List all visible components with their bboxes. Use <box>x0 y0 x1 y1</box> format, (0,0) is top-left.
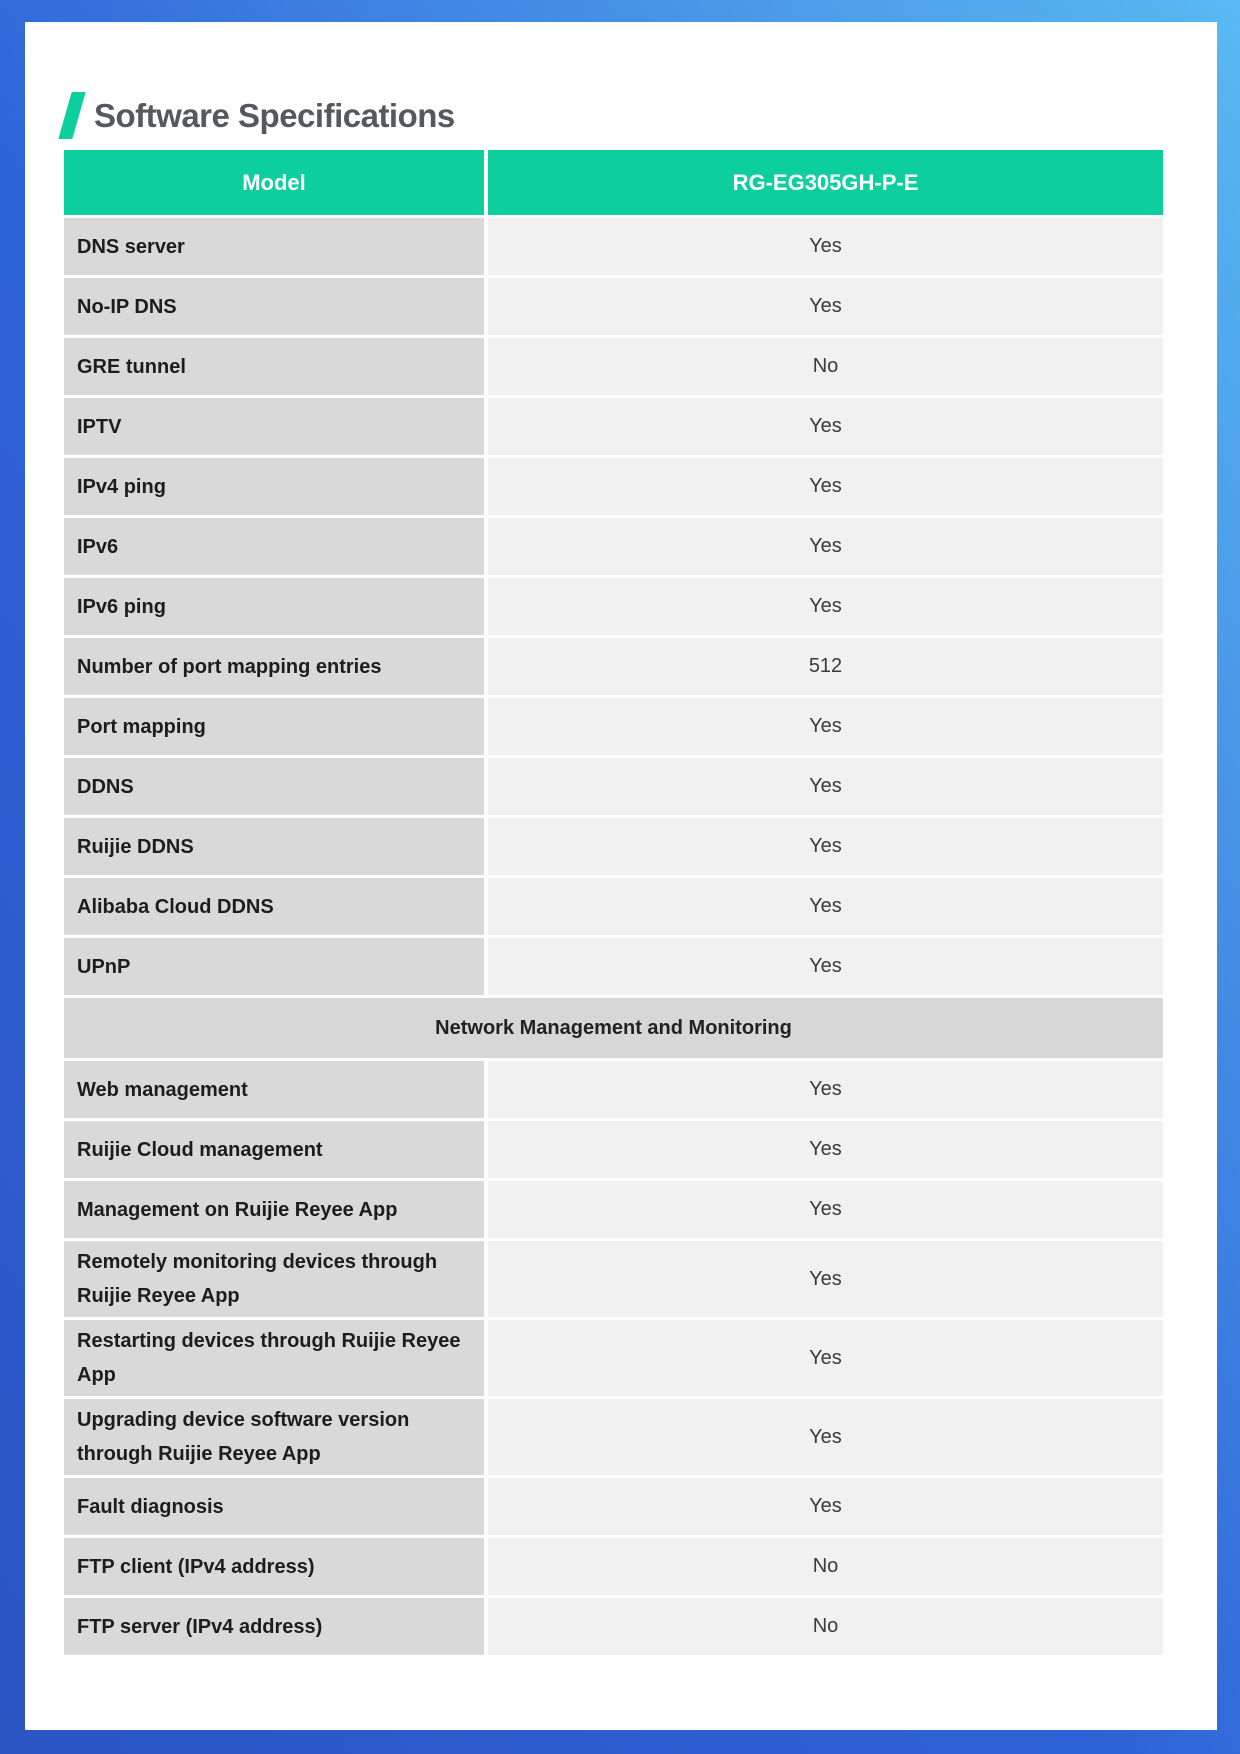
row-label: IPv6 ping <box>64 578 484 635</box>
row-label: UPnP <box>64 938 484 995</box>
row-value: No <box>488 338 1163 395</box>
table-header-device: RG-EG305GH-P-E <box>488 150 1163 215</box>
row-label: Restarting devices through Ruijie Reyee App <box>64 1320 484 1396</box>
section-header: Network Management and Monitoring <box>64 998 1163 1058</box>
row-label: Alibaba Cloud DDNS <box>64 878 484 935</box>
row-label: GRE tunnel <box>64 338 484 395</box>
row-label: IPTV <box>64 398 484 455</box>
page-title: Software Specifications <box>94 96 455 134</box>
row-label: Remotely monitoring devices through Ruijie Reyee App <box>64 1241 484 1317</box>
row-value: Yes <box>488 1181 1163 1238</box>
row-value: Yes <box>488 458 1163 515</box>
row-value: Yes <box>488 398 1163 455</box>
page <box>25 22 1217 1730</box>
row-value: Yes <box>488 698 1163 755</box>
row-value: Yes <box>488 758 1163 815</box>
row-label: FTP client (IPv4 address) <box>64 1538 484 1595</box>
row-value: Yes <box>488 1399 1163 1475</box>
row-value: Yes <box>488 1241 1163 1317</box>
row-value: Yes <box>488 278 1163 335</box>
row-value: Yes <box>488 938 1163 995</box>
row-value: Yes <box>488 1478 1163 1535</box>
table-header-model: Model <box>64 150 484 215</box>
row-label: DNS server <box>64 218 484 275</box>
row-value: Yes <box>488 818 1163 875</box>
row-label: Web management <box>64 1061 484 1118</box>
row-value: Yes <box>488 1121 1163 1178</box>
row-label: Fault diagnosis <box>64 1478 484 1535</box>
row-label: Upgrading device software version through Ruijie Reyee App <box>64 1399 484 1475</box>
row-value: 512 <box>488 638 1163 695</box>
slash-icon <box>58 92 85 139</box>
row-label: IPv4 ping <box>64 458 484 515</box>
row-value: Yes <box>488 218 1163 275</box>
row-label: Number of port mapping entries <box>64 638 484 695</box>
spec-table <box>64 150 1163 1655</box>
row-label: Ruijie Cloud management <box>64 1121 484 1178</box>
row-value: No <box>488 1598 1163 1655</box>
row-label: DDNS <box>64 758 484 815</box>
section-title <box>65 92 455 139</box>
row-value: No <box>488 1538 1163 1595</box>
row-label: Port mapping <box>64 698 484 755</box>
row-value: Yes <box>488 878 1163 935</box>
row-label: Ruijie DDNS <box>64 818 484 875</box>
row-value: Yes <box>488 518 1163 575</box>
row-label: FTP server (IPv4 address) <box>64 1598 484 1655</box>
row-label: IPv6 <box>64 518 484 575</box>
row-value: Yes <box>488 578 1163 635</box>
row-value: Yes <box>488 1320 1163 1396</box>
row-label: Management on Ruijie Reyee App <box>64 1181 484 1238</box>
row-label: No-IP DNS <box>64 278 484 335</box>
row-value: Yes <box>488 1061 1163 1118</box>
